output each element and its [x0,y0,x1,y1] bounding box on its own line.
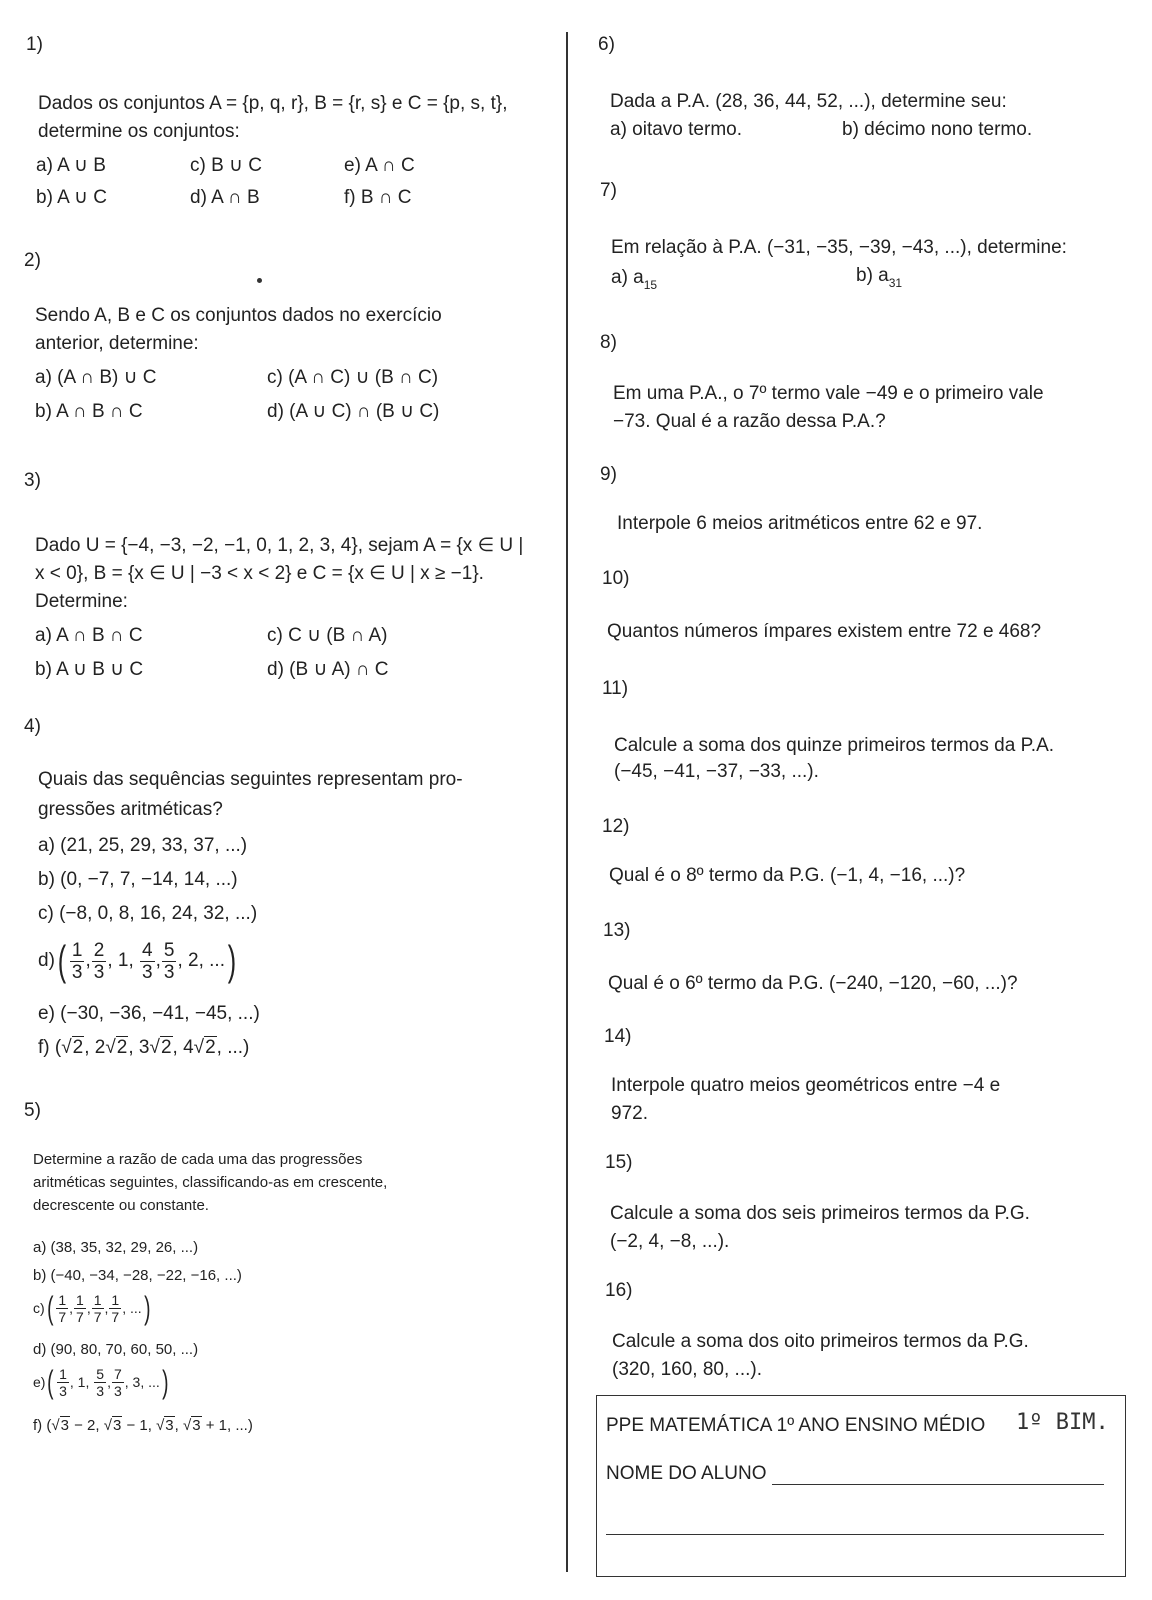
separator: , 1, [107,950,140,971]
radicand: 3 [60,1417,69,1434]
radicand: 2 [116,1037,128,1058]
separator: , 2 [84,1037,106,1058]
exercise-text: (320, 160, 80, ...). [612,1359,762,1380]
exercise-text: (−45, −41, −37, −33, ...). [614,761,819,782]
separator: , ... [122,1299,142,1316]
item-label: b) a [856,265,889,286]
fraction-numerator: 7 [113,1365,122,1382]
item-d: d) (B ∪ A) ∩ C [267,659,389,680]
exercise-text: Quantos números ímpares existem entre 72 e 468? [607,621,1042,642]
exercise-text: Interpole quatro meios geométricos entre −4 e [611,1075,1001,1096]
item-a: a) oitavo termo. [610,119,742,140]
item-label: f) [38,1037,50,1058]
separator: , [107,1373,111,1390]
radicand: 2 [160,1037,172,1058]
fraction-denominator: 3 [113,1382,122,1399]
item-c: c) C ∪ (B ∩ A) [267,625,388,646]
extra-line[interactable] [606,1534,1104,1535]
fraction-numerator: 2 [93,939,105,961]
exercise-text: Calcule a soma dos seis primeiros termos da P.G. [610,1203,1030,1224]
fraction-denominator: 7 [93,1308,102,1325]
radicand: 2 [72,1037,84,1058]
fraction-numerator: 4 [142,939,153,961]
paren: ( [46,1417,52,1434]
fraction-denominator: 3 [93,961,105,983]
exercise-text: (−2, 4, −8, ...). [610,1231,730,1252]
fraction-denominator: 7 [76,1308,84,1325]
exercise-text: determine os conjuntos: [38,121,240,142]
separator: + 1, ...) [201,1417,253,1434]
item-b: b) décimo nono termo. [842,119,1033,140]
item-a: a) (38, 35, 32, 29, 26, ...) [33,1239,199,1256]
separator: , ...) [216,1037,250,1058]
exercise-text: x < 0}, B = {x ∈ U | −3 < x < 2} e C = {x ∈ U | x ≥ −1}. [35,563,484,584]
exercise-text: Sendo A, B e C os conjuntos dados no exercício [35,305,442,326]
student-name-label: NOME DO ALUNO [606,1463,767,1484]
exercise-number: 4) [24,716,41,737]
separator: , 3 [128,1037,150,1058]
fraction-denominator: 3 [142,961,153,983]
exercise-number: 3) [24,470,41,491]
exercise-text: anterior, determine: [35,333,199,354]
exercise-text: Determine: [35,591,128,612]
item-label: e) [33,1373,46,1390]
separator: , [85,950,91,971]
item-e: e) A ∩ C [344,155,415,176]
separator: − 2, [69,1417,104,1434]
exercise-text: Em relação à P.A. (−31, −35, −39, −43, ...), determine: [611,237,1067,258]
sqrt: √2 [149,1037,172,1058]
subscript: 31 [888,276,903,290]
exercise-number: 9) [600,464,617,485]
exercise-text: aritméticas seguintes, classificando-as em crescente, [33,1174,388,1191]
separator: , 2, ... [177,950,225,971]
item-f [33,1414,253,1437]
sqrt: √3 [156,1417,174,1434]
exercise-number: 13) [603,920,631,941]
item-b: b) A ∪ B ∪ C [35,659,144,680]
radicand: 3 [165,1417,174,1434]
exercise-number: 2) [24,250,41,271]
exercise-number: 11) [602,678,629,699]
worksheet-title: PPE MATEMÁTICA 1º ANO ENSINO MÉDIO [606,1415,986,1436]
item-d: d) (A ∪ C) ∩ (B ∪ C) [267,401,440,422]
item-c: c) (−8, 0, 8, 16, 24, 32, ...) [38,903,258,924]
item-b: b) A ∩ B ∩ C [35,401,143,422]
sqrt: √2 [105,1037,128,1058]
exercise-text: Interpole 6 meios aritméticos entre 62 e 97. [617,513,983,534]
separator: , [155,950,161,971]
separator: − 1, [122,1417,157,1434]
exercise-number: 7) [600,180,617,201]
exercise-text: Em uma P.A., o 7º termo vale −49 e o primeiro vale [613,383,1044,404]
radicand: 2 [205,1037,216,1058]
item-e [33,1366,170,1398]
fraction-numerator: 1 [59,1365,67,1382]
item-d: d) A ∩ B [190,187,260,208]
item-label: c) [33,1299,45,1316]
item-c [33,1292,152,1324]
fraction-numerator: 1 [71,939,83,961]
exercise-number: 5) [24,1100,41,1121]
exercise-text: Qual é o 8º termo da P.G. (−1, 4, −16, ...)? [609,865,966,886]
item-e: e) (−30, −36, −41, −45, ...) [38,1003,260,1024]
item-c: c) B ∪ C [190,155,262,176]
left-paren: ( [47,1364,54,1400]
fraction-numerator: 1 [58,1291,67,1308]
sqrt: √3 [51,1417,69,1434]
item-label: f) [33,1417,43,1434]
exercise-text: −73. Qual é a razão dessa P.A.? [613,411,886,432]
subscript: 15 [643,278,658,292]
ink-speck [257,278,262,283]
separator: , [174,1417,183,1434]
column-divider [566,32,568,1572]
separator: , [69,1299,74,1316]
sqrt: √3 [103,1417,122,1434]
fraction-denominator: 3 [96,1382,105,1399]
fraction-numerator: 1 [111,1291,120,1308]
fraction-numerator: 5 [163,939,175,961]
right-paren: ) [143,1290,151,1326]
fraction-numerator: 1 [76,1291,84,1308]
item-c: c) (A ∩ C) ∪ (B ∩ C) [267,367,439,388]
exercise-number: 14) [604,1026,632,1047]
sqrt: √2 [61,1037,84,1058]
exercise-text: Quais das sequências seguintes representam pro- [38,769,463,790]
separator: , 4 [172,1037,194,1058]
separator: , [104,1299,109,1316]
exercise-text: gressões aritméticas? [38,799,223,820]
item-label: d) [38,950,55,971]
fraction-denominator: 3 [163,961,175,983]
radicand: 3 [192,1417,201,1434]
exercise-number: 6) [598,34,615,55]
item-d [38,937,239,984]
separator: , 1, [69,1373,94,1390]
item-b: b) (0, −7, 7, −14, 14, ...) [38,869,238,890]
radicand: 3 [112,1417,122,1434]
handwritten-note: 1º BIM. [1016,1410,1109,1435]
sqrt: √3 [182,1417,201,1434]
exercise-text: Determine a razão de cada uma das progressões [33,1151,363,1168]
fraction-numerator: 5 [96,1365,105,1382]
fraction-numerator: 1 [93,1291,102,1308]
item-a: a) (A ∩ B) ∪ C [35,367,157,388]
item-d: d) (90, 80, 70, 60, 50, ...) [33,1341,199,1358]
right-paren: ) [161,1364,169,1400]
exercise-text: Qual é o 6º termo da P.G. (−240, −120, −60, ...)? [608,973,1018,994]
left-paren: ( [57,937,67,984]
exercise-text: Calcule a soma dos quinze primeiros termos da P.A. [614,735,1055,756]
sqrt: √2 [193,1037,216,1058]
item-a: a) A ∩ B ∩ C [35,625,143,646]
right-paren: ) [227,937,237,984]
exercise-text: Dada a P.A. (28, 36, 44, 52, ...), determine seu: [610,91,1007,112]
item-b: b) (−40, −34, −28, −22, −16, ...) [33,1267,242,1284]
item-a: a) (21, 25, 29, 33, 37, ...) [38,835,248,856]
exercise-text: 972. [611,1103,648,1124]
exercise-number: 1) [26,34,43,55]
item-b [856,262,902,297]
fraction-denominator: 3 [71,961,83,983]
exercise-text: Dado U = {−4, −3, −2, −1, 0, 1, 2, 3, 4}, sejam A = {x ∈ U | [35,535,524,556]
item-b: b) A ∪ C [36,187,107,208]
student-name-line[interactable] [772,1484,1104,1485]
exercise-text: decrescente ou constante. [33,1197,209,1214]
item-a: a) A ∪ B [36,155,106,176]
exercise-number: 8) [600,332,617,353]
item-label: a) a [611,267,644,288]
left-paren: ( [46,1290,54,1326]
exercise-number: 12) [602,816,630,837]
exercise-text: Calcule a soma dos oito primeiros termos da P.G. [612,1331,1029,1352]
item-f [38,1034,249,1062]
paren: ( [54,1037,62,1058]
exercise-text: Dados os conjuntos A = {p, q, r}, B = {r, s} e C = {p, s, t}, [38,93,508,114]
fraction-denominator: 7 [111,1308,120,1325]
exercise-number: 15) [605,1152,633,1173]
item-a [611,264,657,299]
separator: , [86,1299,91,1316]
fraction-denominator: 7 [58,1308,67,1325]
fraction-denominator: 3 [59,1382,67,1399]
separator: , 3, ... [124,1373,160,1390]
item-f: f) B ∩ C [344,187,412,208]
exercise-number: 16) [605,1280,633,1301]
exercise-number: 10) [602,568,630,589]
